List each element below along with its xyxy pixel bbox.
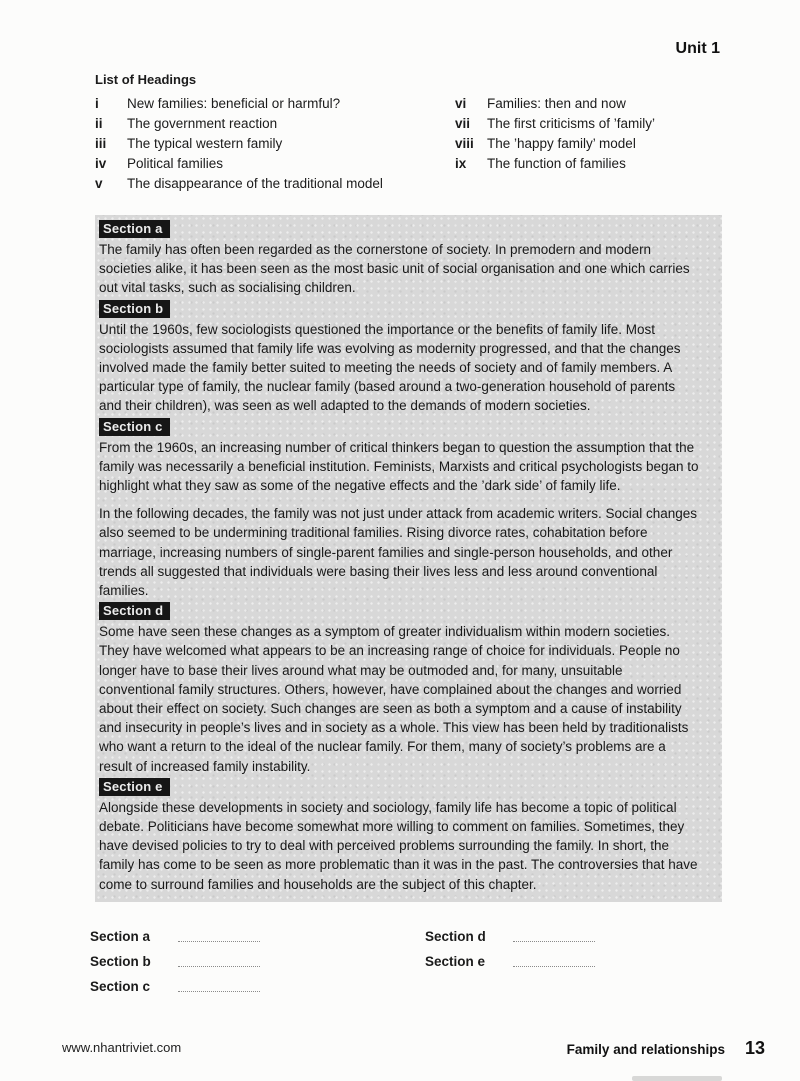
section-badge-e: Section e [99, 778, 170, 796]
heading-item [455, 114, 725, 134]
heading-text: The ’happy family’ model [487, 136, 636, 151]
answer-label: Section d [425, 928, 486, 944]
heading-item [455, 94, 725, 114]
heading-numeral: i [95, 96, 99, 111]
heading-text: New families: beneficial or harmful? [127, 96, 341, 111]
answer-row [425, 944, 725, 969]
headings-column-right [455, 94, 725, 194]
heading-numeral: iv [95, 156, 107, 171]
headings-column-left [95, 94, 455, 194]
footer-chapter-title: Family and relationships [566, 1042, 725, 1057]
answer-row [90, 944, 425, 969]
answers-column-left [90, 919, 425, 994]
headings-title: List of Headings [95, 72, 197, 87]
heading-text: The typical western family [127, 136, 283, 151]
scan-artifact [632, 1076, 722, 1081]
answer-blank-line [178, 980, 260, 992]
answer-blank-line [178, 930, 260, 942]
footer-page-number: 13 [744, 1038, 765, 1058]
heading-item [95, 174, 455, 194]
section-c-paragraph-2: In the following decades, the family was not just under attack from academic writers. Social changes also seemed to be undermining traditional families. Rising divorce rates, cohabitation before marriage, increasing numbers of single-parent families and single-person households, and other trends all suggested that individuals were basing their lives less and less around conventional families. [99, 506, 698, 599]
section-badge-d: Section d [99, 602, 170, 620]
answer-label: Section e [425, 953, 486, 969]
heading-numeral: v [95, 176, 103, 191]
answer-row [90, 919, 425, 944]
answer-label: Section a [90, 928, 151, 944]
answer-blank-line [178, 955, 260, 967]
footer-right [567, 1038, 765, 1059]
heading-numeral: vii [455, 116, 471, 131]
heading-numeral: iii [95, 136, 107, 151]
section-a-paragraph: The family has often been regarded as the cornerstone of society. In premodern and modern societies alike, it has been seen as the most basic unit of social organisation and one which carries out vital tasks, such as socialising children. [99, 242, 690, 296]
heading-item [95, 114, 455, 134]
heading-text: Families: then and now [487, 96, 626, 111]
section-c-paragraph-1: From the 1960s, an increasing number of critical thinkers began to question the assumption that the family was necessarily a beneficial institution. Feminists, Marxists and critical psychologists began to highlight what they saw as some of the negative effects and the ’dark side’ of family life. [99, 439, 699, 494]
section-badge-b: Section b [99, 300, 170, 318]
answer-area [90, 919, 800, 994]
answer-label: Section c [90, 978, 151, 994]
heading-text: The disappearance of the traditional model [127, 176, 383, 191]
heading-item [455, 154, 725, 174]
heading-numeral: viii [455, 136, 474, 151]
heading-numeral: ix [455, 156, 467, 171]
list-of-headings [95, 72, 735, 194]
section-e-paragraph: Alongside these developments in society and sociology, family life has become a topic of political debate. Politicians have become somewhat more willing to comment on families. Sometimes, they have devised policies to try to deal with perceived problems surrounding the family. In short, the family has come to be seen as more problematic than it was in the past. The controversies that have come to surround families and households are the subject of this chapter. [99, 799, 698, 892]
heading-text: The function of families [487, 156, 626, 171]
heading-text: The first criticisms of ’family’ [487, 116, 656, 131]
heading-item [95, 94, 455, 114]
heading-item [95, 134, 455, 154]
heading-text: The government reaction [127, 116, 278, 131]
answer-label: Section b [90, 953, 151, 969]
heading-text: Political families [127, 156, 224, 171]
section-badge-a: Section a [99, 220, 170, 238]
heading-numeral: vi [455, 96, 467, 111]
answer-row [90, 969, 425, 994]
heading-numeral: ii [95, 116, 103, 131]
answer-blank-line [513, 955, 595, 967]
reading-passage [95, 215, 722, 902]
section-badge-c: Section c [99, 418, 170, 436]
footer-website: www.nhantriviet.com [62, 1040, 182, 1055]
unit-label: Unit 1 [675, 40, 720, 57]
answer-blank-line [513, 930, 595, 942]
answers-column-right [425, 919, 725, 994]
heading-item [455, 134, 725, 154]
answer-row [425, 919, 725, 944]
section-b-paragraph: Until the 1960s, few sociologists questioned the importance or the benefits of family life. Most sociologists assumed that family life was evolving as modernity progressed, and that the changes involved made the family better suited to meeting the needs of society and of family members. A particular type of family, the nuclear family (based around a two-generation household of parents and their children), was seen as well adapted to the demands of modern societies. [99, 321, 681, 414]
section-d-paragraph: Some have seen these changes as a symptom of greater individualism within modern societies. They have welcomed what appears to be an increasing range of choice for individuals. People no longer have to base their lives around what may be outmoded and, for many, unsuitable conventional family structures. Others, however, have complained about the changes and worried about their effect on society. Such changes are seen as both a symptom and a cause of instability and insecurity in people’s lives and in society as a whole. This view has been held by traditionalists who want a return to the ideal of the nuclear family. For them, many of society’s problems are a result of increased family instability. [99, 624, 689, 774]
heading-item [95, 154, 455, 174]
